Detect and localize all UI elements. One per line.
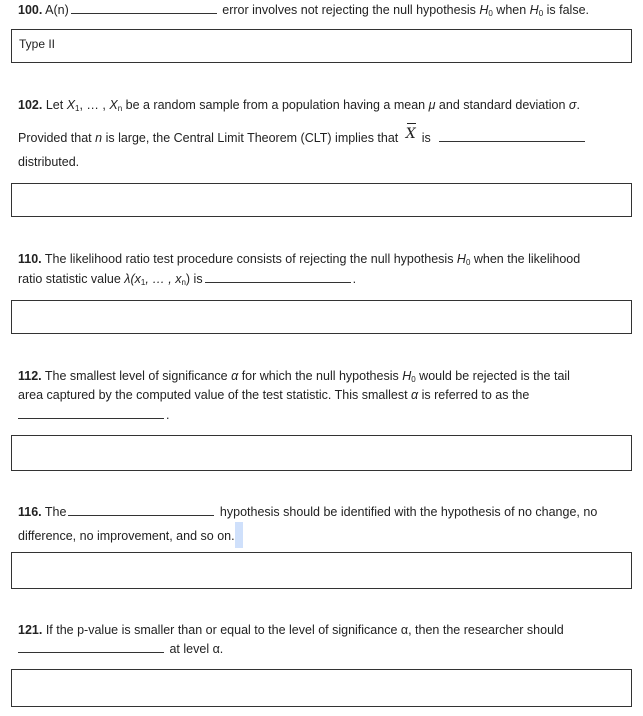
question-121 [18,620,634,640]
question-text: at level α. [169,642,224,656]
question-text: . [352,272,357,286]
answer-box-116[interactable] [11,552,632,589]
question-102-line3 [18,152,634,172]
question-text: . [166,408,170,422]
question-text: is false. [543,3,590,17]
math-symbol: α [231,369,239,383]
answer-box-110[interactable] [11,300,632,334]
question-text: is large, the Central Limit Theorem (CLT) implies that [102,131,402,145]
fill-blank [18,640,164,653]
question-100 [18,0,634,24]
math-symbol: μ [428,98,436,112]
math-subscript: n [117,104,123,113]
question-text: ratio statistic value [18,272,125,286]
question-text: is [421,131,431,145]
question-text: area captured by the computed value of the test statistic. This smallest [18,388,412,402]
fill-blank [439,129,585,142]
math-symbol: H [402,369,412,383]
question-text: would be rejected is the tail [415,369,570,383]
question-number: 112. [18,369,42,383]
question-text: ) is [185,272,203,286]
question-116-line2 [18,522,634,548]
question-text: when [492,3,530,17]
question-number: 110. [18,252,42,266]
answer-box-112[interactable] [11,435,632,471]
question-text: The [44,505,67,519]
question-text: hypothesis should be identified with the hypothesis of no change, no [219,505,598,519]
question-text: and standard deviation [435,98,569,112]
question-112-line2 [18,385,634,405]
question-text: when the likelihood [470,252,581,266]
question-116 [18,502,634,522]
math-symbol: H [479,3,489,17]
fill-blank [18,406,164,419]
question-102 [18,95,634,119]
math-symbol: σ [568,98,577,112]
question-112-line3 [18,405,634,425]
math-symbol: n [95,131,103,145]
math-separator: , … , [79,98,110,112]
question-number: 116. [18,505,42,519]
question-text: difference, no improvement, and so on. [18,529,235,543]
math-symbol: X [66,98,76,112]
question-text: error involves not rejecting the null hypothesis [222,3,480,17]
question-text: Let [45,98,67,112]
question-number: 100. [18,3,43,17]
fill-blank [71,1,217,14]
math-subscript: n [181,278,186,287]
question-text: If the p-value is smaller than or equal to the level of significance α, then the researcher should [45,623,564,637]
math-subscript: 0 [488,9,493,18]
math-subscript: 1 [75,104,80,113]
fill-blank [205,270,351,283]
question-text: distributed. [18,155,80,169]
question-number: 102. [18,98,43,112]
math-symbol: H [529,3,539,17]
text-selection-highlight [235,522,243,548]
math-subscript: 1 [140,278,146,287]
answer-box-100[interactable]: Type II [11,29,632,63]
question-121-line2 [18,639,634,659]
question-text: for which the null hypothesis [238,369,403,383]
fill-blank [68,503,214,516]
question-text: . [576,98,580,112]
question-text: The likelihood ratio test procedure consists of rejecting the null hypothesis [44,252,457,266]
x-bar-symbol: X [405,126,416,142]
question-text: A(n) [45,3,69,17]
math-subscript: 0 [538,9,544,18]
math-subscript: 0 [465,258,471,267]
question-text: Provided that [18,131,96,145]
answer-box-121[interactable] [11,669,632,707]
math-subscript: 0 [411,375,416,384]
math-symbol: X [109,98,118,112]
answer-box-102[interactable] [11,183,632,217]
question-text: The smallest level of significance [44,369,232,383]
question-text: be a random sample from a population having a mean [122,98,429,112]
math-symbol: H [456,252,466,266]
question-102-line2 [18,128,634,148]
question-110-line2 [18,269,634,293]
math-symbol: α [411,388,419,402]
question-text: is referred to as the [418,388,530,402]
math-separator: , … , x [145,272,182,286]
math-symbol: λ(x [124,272,141,286]
question-number: 121. [18,623,43,637]
